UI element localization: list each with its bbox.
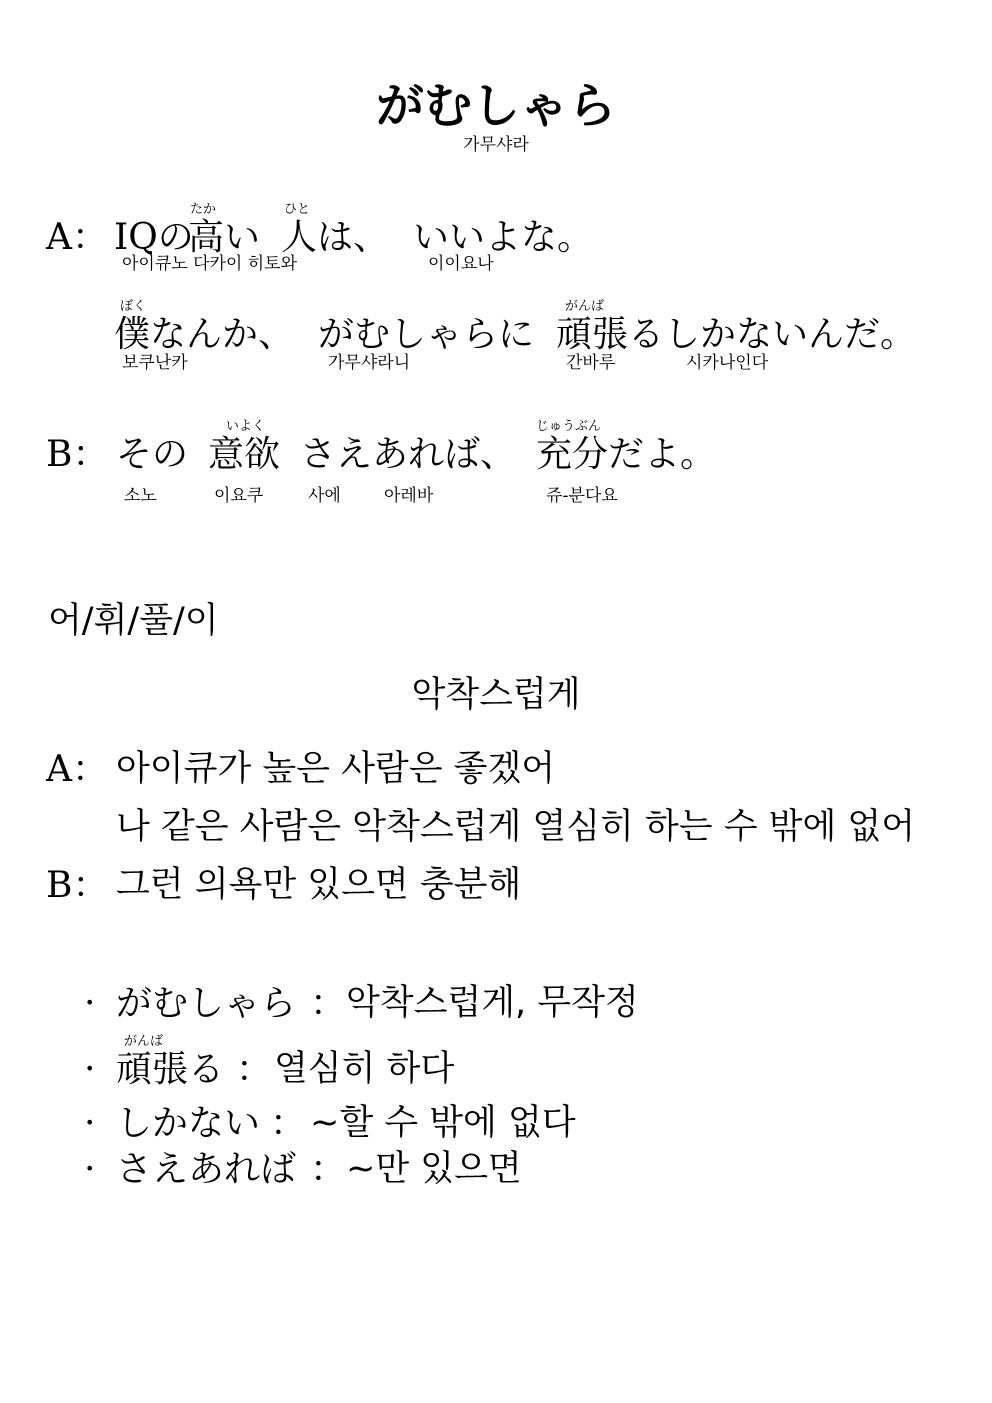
vocab-term: 頑張る [116, 1049, 225, 1090]
furigana: がんば [124, 1034, 164, 1049]
jp-text: 頑張るしかないんだ。 [556, 314, 917, 355]
reading-text: 쥬-분다요 [546, 486, 618, 506]
speaker-label: A： [46, 217, 108, 258]
jp-text: さえあれば、 [300, 434, 517, 475]
jp-text: IQの [114, 217, 194, 258]
jp-text: 充分だよ。 [536, 434, 717, 475]
reading-text: 보쿠난카 [122, 353, 188, 373]
jp-text: 人は、 [281, 217, 390, 258]
speaker-label: A： [46, 749, 108, 790]
vocab-meaning: ~만 있으면 [346, 1149, 522, 1189]
vocab-meaning: 열심히 하다 [274, 1049, 455, 1089]
separator: ： [310, 1149, 347, 1190]
furigana: たか [190, 202, 217, 217]
translation-title: 악착스럽게 [411, 675, 581, 715]
title-reading: 가무샤라 [463, 135, 529, 155]
vocab-term: がむしゃら [116, 983, 297, 1024]
reading-text: 간바루 [566, 353, 616, 373]
bullet: · [84, 983, 96, 1024]
vocab-meaning: ~할 수 밖에 없다 [310, 1103, 576, 1143]
translation-line: 그런 의욕만 있으면 충분해 [116, 865, 522, 905]
reading-text: 사에 [308, 486, 341, 506]
jp-text: 意欲 [208, 434, 281, 475]
reading-text: 소노 [124, 486, 157, 506]
vocab-term: さえあれば [116, 1149, 297, 1190]
jp-text: 高い [188, 217, 261, 258]
furigana: ぼく [120, 299, 147, 314]
page-title: がむしゃら [375, 78, 616, 134]
translation-line: 아이큐가 높은 사람은 좋겠어 [116, 749, 556, 789]
furigana: がんば [565, 299, 605, 314]
jp-text: その [116, 434, 189, 475]
bullet: · [84, 1103, 96, 1144]
jp-text: いいよな。 [413, 217, 594, 258]
bullet: · [84, 1049, 96, 1090]
separator: ： [270, 1103, 307, 1144]
vocab-heading: 어/휘/풀/이 [48, 601, 219, 641]
separator: ： [236, 1049, 273, 1090]
furigana: じゅうぶん [536, 419, 602, 434]
jp-text: 僕なんか、 [114, 314, 295, 355]
reading-text: 이요쿠 [214, 486, 264, 506]
speaker-label: B： [46, 434, 109, 475]
speaker-label: B： [46, 865, 109, 906]
furigana: いよく [226, 419, 266, 434]
reading-text: 가무샤라니 [328, 353, 411, 373]
vocab-term: しかない [116, 1103, 261, 1144]
reading-text: 시카나인다 [686, 353, 769, 373]
furigana: ひと [284, 202, 311, 217]
translation-line: 나 같은 사람은 악착스럽게 열심히 하는 수 밖에 없어 [116, 807, 916, 847]
reading-text: 아레바 [384, 486, 434, 506]
reading-text: 이이요나 [428, 254, 494, 274]
bullet: · [84, 1149, 96, 1190]
reading-text: 아이큐노 다카이 히토와 [122, 254, 298, 274]
vocab-meaning: 악착스럽게, 무작정 [346, 983, 639, 1023]
separator: ： [310, 983, 347, 1024]
jp-text: がむしゃらに [318, 314, 535, 355]
